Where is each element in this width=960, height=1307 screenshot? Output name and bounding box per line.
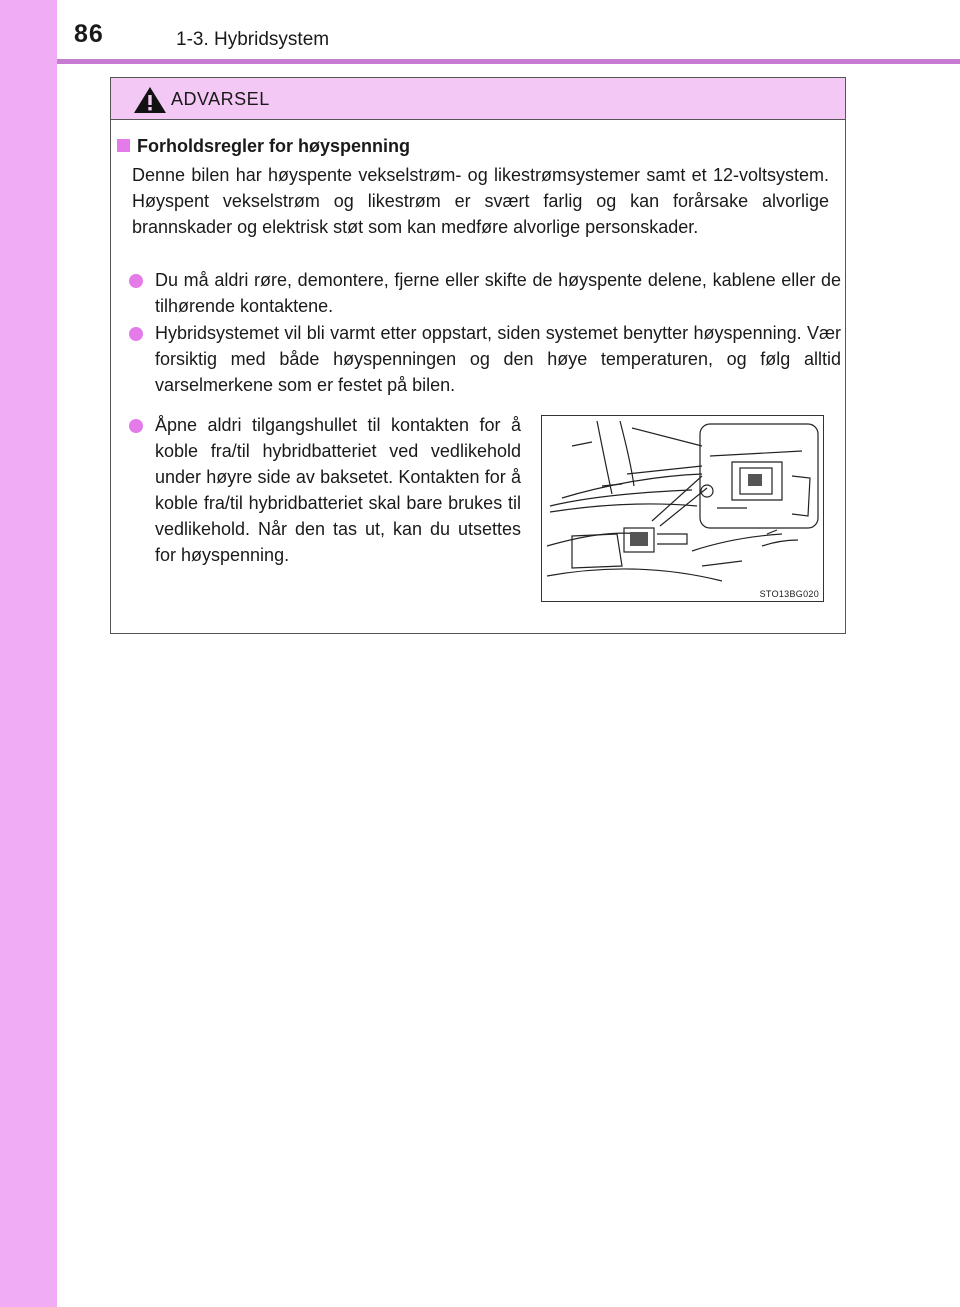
bullet-text: Du må aldri røre, demontere, fjerne eller skifte de høyspente delene, kablene eller de tilhørende kontaktene.: [155, 270, 841, 316]
page-number: 86: [74, 20, 104, 48]
bullet-dot-icon: [129, 327, 143, 341]
square-bullet-icon: [117, 139, 130, 152]
bullet-item: [129, 412, 521, 568]
bullet-item: [129, 267, 841, 319]
warning-header: [111, 78, 845, 120]
chapter-side-tab: [0, 0, 57, 1307]
intro-paragraph: Denne bilen har høyspente vekselstrøm- og likestrømsystemer samt et 12-voltsystem. Høyspent vekselstrøm og likestrøm er svært farlig og kan forårsake alvorlige brannskader og elektrisk støt som kan medføre alvorlige personskader.: [132, 165, 829, 237]
topic-heading-text: Forholdsregler for høyspenning: [137, 136, 411, 156]
warning-box: [110, 77, 846, 634]
bullet-dot-icon: [129, 419, 143, 433]
rear-seat-illustration: [541, 415, 824, 602]
figure-code: STO13BG020: [759, 589, 819, 599]
bullet-item: [129, 320, 841, 398]
bullet-text: Hybridsystemet vil bli varmt etter oppstart, siden systemet benytter høyspenning. Vær forsiktig med både høyspenningen og den høye temperaturen, og følg alltid varselmerkene som er festet på bilen.: [155, 323, 841, 395]
section-title: 1-3. Hybridsystem: [176, 29, 330, 50]
bullet-dot-icon: [129, 274, 143, 288]
seat-connector-drawing: [542, 416, 823, 601]
warning-triangle-icon: [132, 85, 168, 115]
bullet-text: Åpne aldri tilgangshullet til kontakten for å koble fra/til hybridbatteriet ved vedlikehold under høyre side av baksetet. Kontakten for å koble fra/til hybridbatteriet skal bare brukes til vedlikehold. Når den tas ut, kan du utsettes for høyspenning.: [155, 415, 521, 565]
header-rule: [57, 59, 960, 64]
warning-title: ADVARSEL: [171, 89, 270, 109]
topic-heading: [117, 136, 410, 157]
